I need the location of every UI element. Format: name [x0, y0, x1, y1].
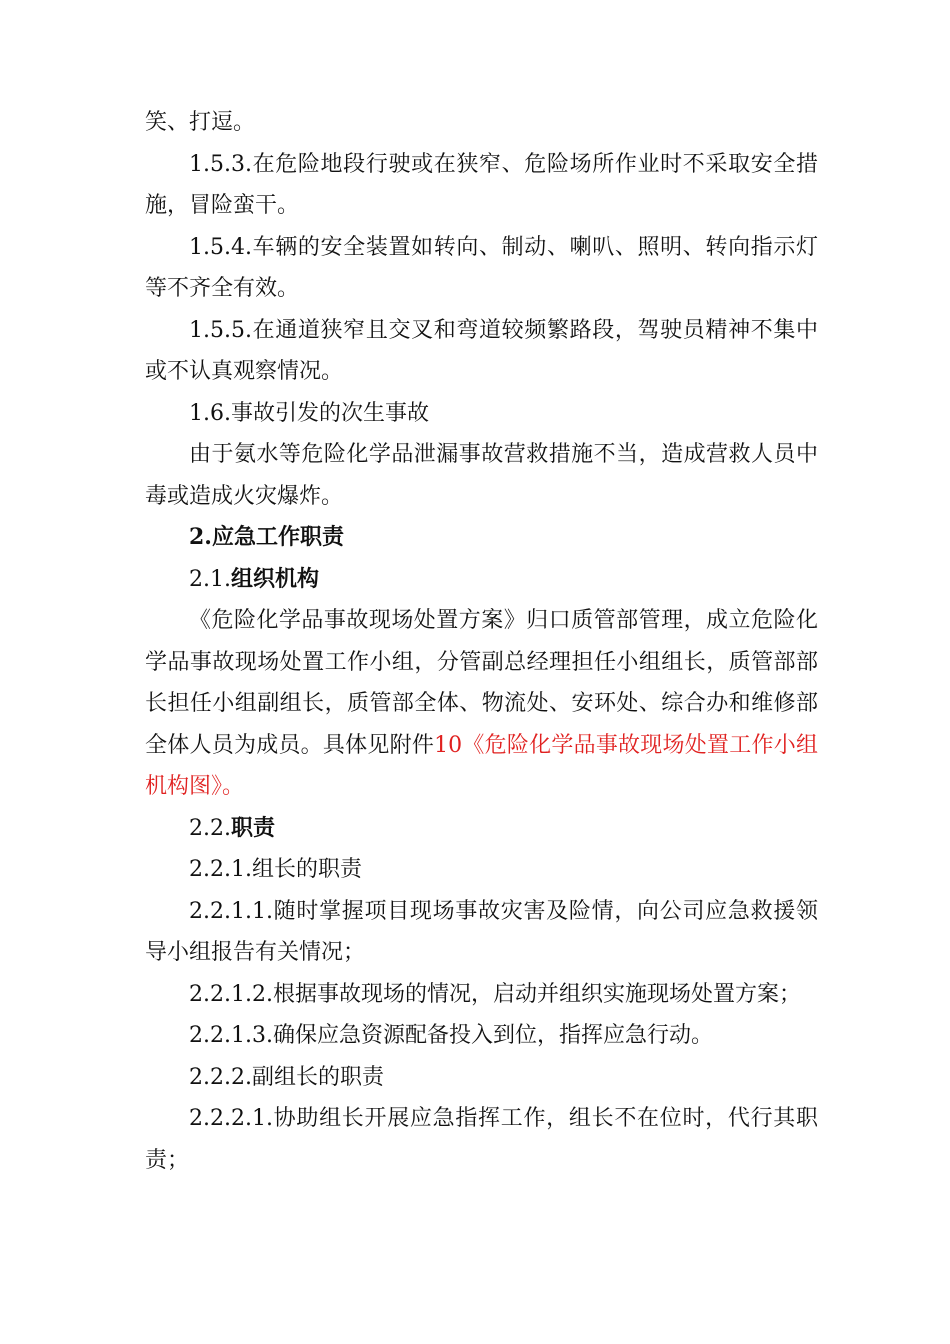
paragraph-1-6-heading: 1.6.事故引发的次生事故	[189, 400, 429, 426]
appendix-link[interactable]: 10《危险化学品事故现场处置工作小组机构图》。	[145, 732, 818, 799]
duty-item-2-2-2: 2.2.2.副组长的职责	[189, 1064, 384, 1090]
duty-item-2-2-1-2: 2.2.1.2.根据事故现场的情况，启动并组织实施现场处置方案；	[189, 981, 801, 1007]
duty-item-2-2-1-1: 2.2.1.1.随时掌握项目现场事故灾害及险情，向公司应急救援领导小组报告有关情况；	[145, 898, 818, 965]
paragraph-1-5-3: 1.5.3.在危险地段行驶或在狭窄、危险场所作业时不采取安全措施，冒险蛮干。	[145, 151, 818, 218]
section-2-heading: 2.应急工作职责	[189, 524, 344, 550]
paragraph-1-6-body: 由于氨水等危险化学品泄漏事故营救措施不当，造成营救人员中毒或造成火灾爆炸。	[145, 442, 818, 509]
section-2-1-title: 组织机构	[230, 565, 319, 592]
org-structure-text: 《危险化学品事故现场处置方案》归口质管部管理，成立危险化学品事故现场处置工作小组，分管副总经理担任小组组长，质管部部长担任小组副组长，质管部全体、物流处、安环处、综合办和维修部全体人员为成员。具体见附件	[145, 608, 818, 758]
duty-item-2-2-2-1: 2.2.2.1.协助组长开展应急指挥工作，组长不在位时，代行其职责；	[145, 1106, 818, 1173]
duty-item-2-2-1-3: 2.2.1.3.确保应急资源配备投入到位，指挥应急行动。	[189, 1023, 713, 1048]
org-structure-paragraph	[145, 600, 818, 808]
section-2-2-title: 职责	[230, 814, 275, 841]
section-2-2-heading	[145, 808, 818, 850]
section-2-1-number: 2.1.	[189, 566, 231, 592]
paragraph-1-5-5: 1.5.5.在通道狭窄且交叉和弯道较频繁路段，驾驶员精神不集中或不认真观察情况。	[145, 317, 818, 384]
paragraph-continuation: 笑、打逗。	[145, 110, 256, 135]
paragraph-1-5-4: 1.5.4.车辆的安全装置如转向、制动、喇叭、照明、转向指示灯等不齐全有效。	[145, 234, 818, 301]
duty-item-2-2-1: 2.2.1.组长的职责	[189, 857, 362, 882]
section-2-2-number: 2.2.	[189, 815, 231, 841]
section-2-1-heading	[145, 559, 818, 601]
